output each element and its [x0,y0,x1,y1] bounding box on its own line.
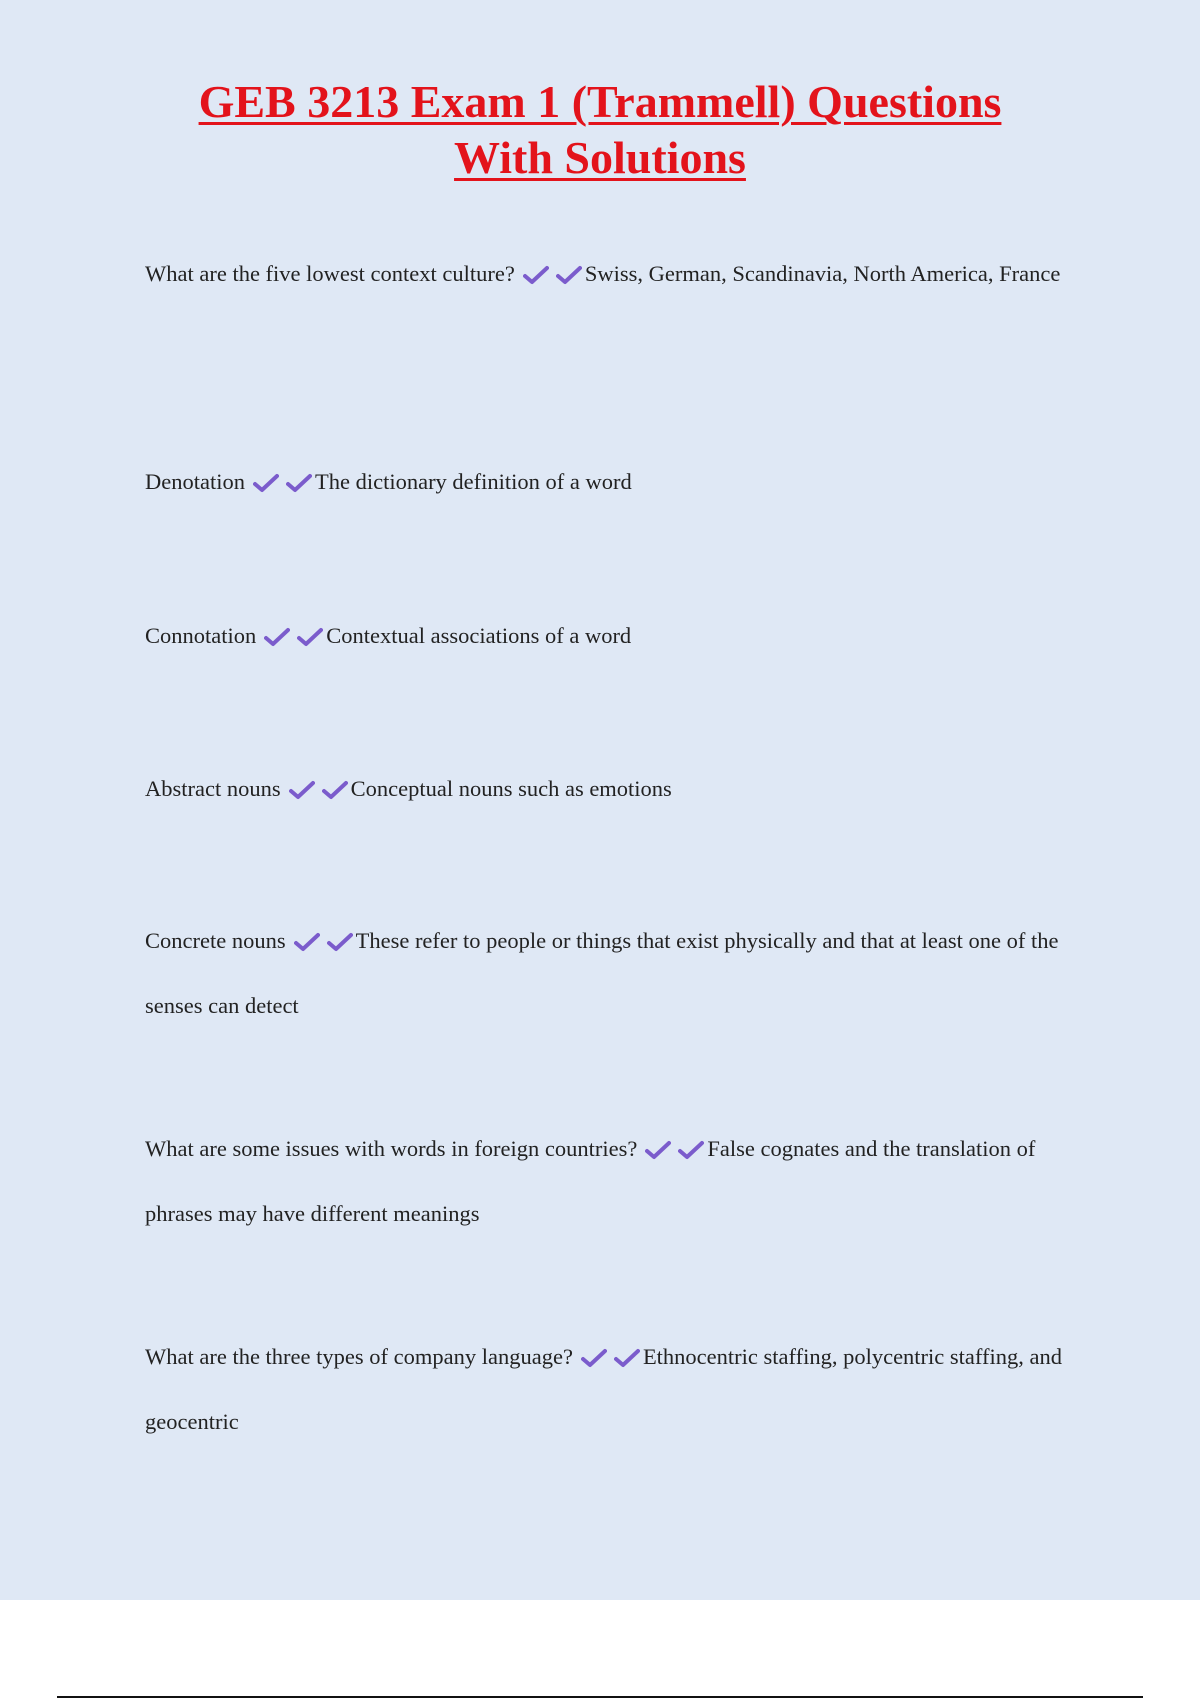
qa-item [145,243,1095,308]
answer-text: False cognates and the translation of phrases may have different meanings [145,1136,1036,1226]
footer-divider [57,1696,1143,1698]
double-check-icons [581,1330,640,1391]
qa-item [145,910,1095,1036]
check-icon [581,1348,607,1368]
qa-item [145,451,1095,516]
answer-text: Ethnocentric staffing, polycentric staffing, and geocentric [145,1344,1062,1434]
answer-text: Swiss, German, Scandinavia, North America, France [584,261,1061,286]
question-text: Denotation [145,469,245,494]
check-icon [678,1140,704,1160]
check-icon [645,1140,671,1160]
double-check-icons [294,914,353,975]
check-icon [294,932,320,952]
answer-text: The dictionary definition of a word [314,469,632,494]
answer-text: Conceptual nouns such as emotions [350,776,672,801]
qa-item [145,1118,1095,1244]
answer-text: Contextual associations of a word [326,623,632,648]
question-text: What are the five lowest context culture? [145,261,515,286]
qa-item [145,1326,1095,1452]
double-check-icons [289,762,348,823]
check-icon [614,1348,640,1368]
double-check-icons [645,1122,704,1183]
answer-text: These refer to people or things that exist physically and that at least one of the senses can detect [145,928,1059,1018]
check-icon [286,473,312,493]
question-text: Connotation [145,623,257,648]
check-icon [556,265,582,285]
check-icon [523,265,549,285]
question-text: Abstract nouns [145,776,281,801]
document-title [100,74,1100,186]
question-text: What are the three types of company language? [145,1344,573,1369]
question-text: Concrete nouns [145,928,286,953]
check-icon [253,473,279,493]
check-icon [297,627,323,647]
double-check-icons [264,609,323,670]
title-line-2: With Solutions [454,132,746,183]
question-text: What are some issues with words in foreign countries? [145,1136,638,1161]
check-icon [264,627,290,647]
double-check-icons [253,455,312,516]
qa-item [145,605,1095,670]
double-check-icons [523,247,582,308]
title-line-1: GEB 3213 Exam 1 (Trammell) Questions [198,76,1002,127]
qa-item [145,758,1095,823]
check-icon [322,780,348,800]
check-icon [289,780,315,800]
check-icon [327,932,353,952]
